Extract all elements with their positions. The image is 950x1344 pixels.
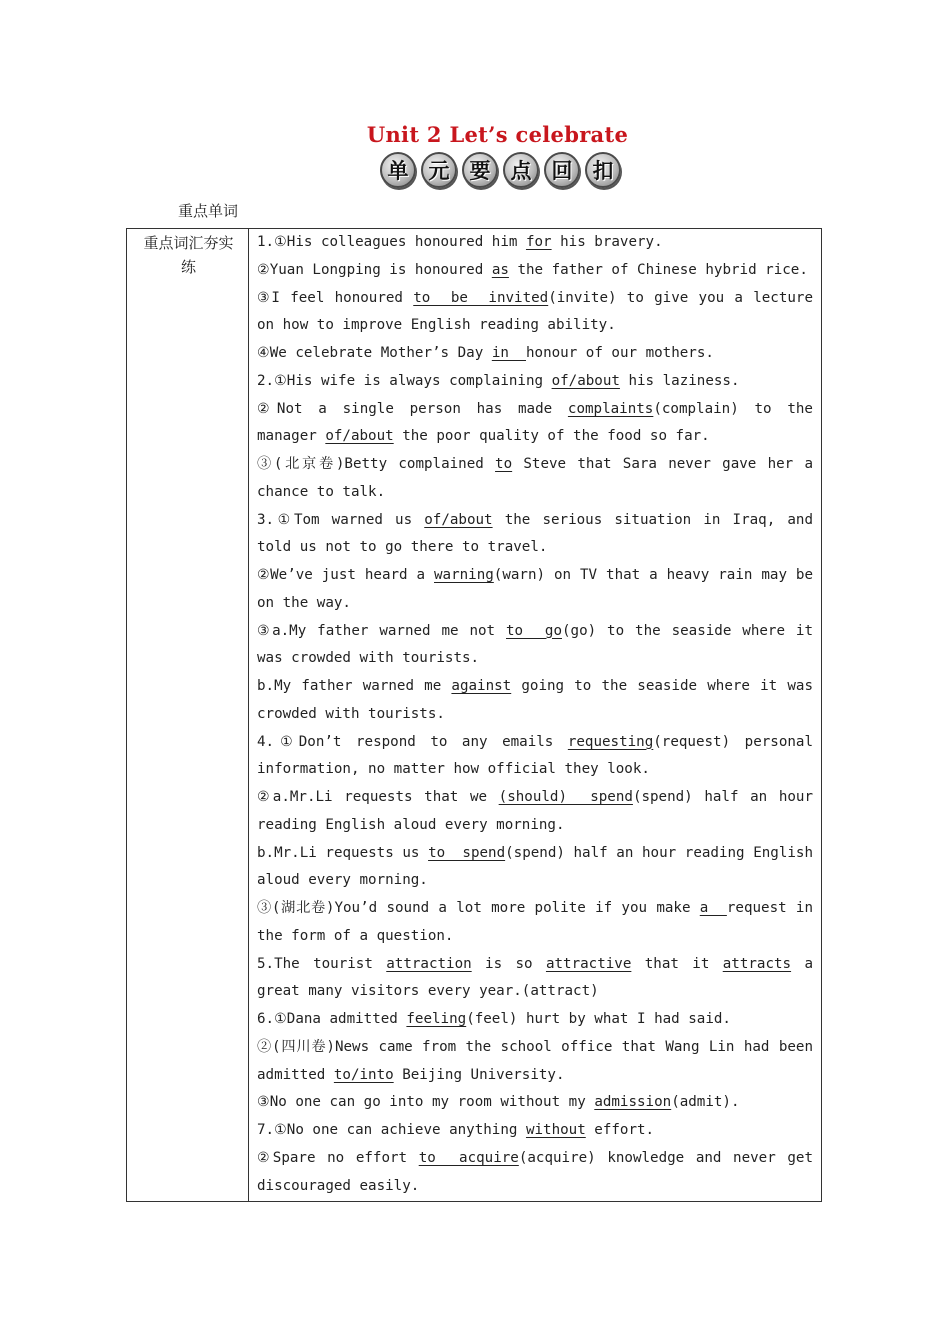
answer-blank: to acquire bbox=[418, 1149, 519, 1166]
exercise-text: Beijing University. bbox=[393, 1066, 565, 1083]
exercise-text: (go) to the seaside where it was crowded with tourists. bbox=[257, 622, 813, 667]
exercise-text: his bravery. bbox=[551, 234, 663, 250]
answer-blank: to spend bbox=[428, 844, 506, 861]
exercise-item bbox=[257, 340, 813, 368]
exercise-text: (acquire) knowledge and never get discouraged easily. bbox=[257, 1149, 814, 1194]
answer-blank: to be invited bbox=[413, 289, 549, 306]
banner-char: 回 bbox=[544, 152, 580, 188]
answer-blank: warning bbox=[434, 567, 494, 583]
exercise-item bbox=[257, 1006, 813, 1034]
category-cell: 重点词汇夯实练 bbox=[127, 229, 249, 1201]
exercise-text: (feel) hurt by what I had said. bbox=[466, 1011, 731, 1027]
exercise-text: ③a.My father warned me not bbox=[257, 622, 506, 639]
exercise-text: ②Spare no effort bbox=[257, 1149, 419, 1166]
banner-char: 要 bbox=[462, 152, 498, 188]
exercise-item bbox=[257, 1117, 813, 1145]
exercise-list bbox=[257, 229, 813, 1200]
exercise-item bbox=[257, 368, 813, 396]
answer-blank: attractive bbox=[545, 955, 632, 972]
exercise-text: 4.①Don’t respond to any emails bbox=[257, 733, 568, 750]
answer-blank: to/into bbox=[333, 1066, 394, 1083]
answer-blank: as bbox=[491, 261, 509, 278]
answer-blank: to bbox=[495, 456, 513, 472]
exercise-text: going to the seaside where it was crowded with tourists. bbox=[257, 678, 813, 722]
exercise-text: (request) personal information, no matter how official they look. bbox=[257, 733, 813, 778]
exercise-text: ③I feel honoured bbox=[257, 289, 414, 306]
exercise-text: ③No one can go into my room without my bbox=[257, 1094, 595, 1111]
exercise-text: ②Yuan Longping is honoured bbox=[257, 261, 492, 278]
exercise-item bbox=[257, 1089, 813, 1117]
exercise-item bbox=[257, 451, 813, 507]
exercise-table bbox=[126, 228, 822, 1202]
banner-char: 点 bbox=[503, 152, 539, 188]
answer-blank: feeling bbox=[406, 1011, 467, 1027]
section-label: 重点单词 bbox=[178, 202, 239, 220]
exercise-text: the poor quality of the food so far. bbox=[393, 428, 710, 445]
exercise-text: (admit). bbox=[671, 1094, 740, 1111]
exercise-text: a great many visitors every year.(attract) bbox=[257, 955, 813, 1000]
answer-blank: against bbox=[451, 678, 512, 694]
answer-blank: of/about bbox=[325, 428, 394, 445]
exercise-item bbox=[257, 729, 813, 785]
exercise-text: 1.①His colleagues honoured him bbox=[257, 234, 526, 250]
exercise-text: 3.①Tom warned us bbox=[257, 511, 425, 528]
exercise-text: that it bbox=[631, 955, 723, 972]
exercise-item bbox=[257, 673, 813, 729]
banner-char: 扣 bbox=[585, 152, 621, 188]
exercise-item bbox=[257, 840, 813, 896]
exercise-text: ④We celebrate Mother’s Day bbox=[257, 345, 492, 361]
answer-blank: requesting bbox=[567, 733, 654, 750]
exercise-item bbox=[257, 1145, 813, 1201]
answer-blank: for bbox=[525, 234, 552, 250]
exercise-item bbox=[257, 784, 813, 840]
answer-blank: in bbox=[491, 345, 526, 361]
answer-blank: admission bbox=[594, 1094, 672, 1111]
exercise-item bbox=[257, 562, 813, 618]
answer-blank: (should) spend bbox=[498, 789, 633, 805]
answer-blank: complaints bbox=[567, 400, 654, 417]
exercise-item bbox=[257, 1034, 813, 1090]
banner-char: 单 bbox=[380, 152, 416, 188]
answer-blank: to go bbox=[506, 622, 562, 639]
exercise-text: ②We’ve just heard a bbox=[257, 567, 434, 583]
exercise-text: (spend) half an hour reading English aloud every morning. bbox=[257, 844, 813, 889]
exercise-text: ②Not a single person has made bbox=[257, 400, 568, 417]
exercise-text: ③(湖北卷)You’d sound a lot more polite if you make bbox=[257, 900, 700, 916]
exercise-text: (complain) to the manager bbox=[257, 400, 813, 445]
exercise-item bbox=[257, 951, 813, 1007]
exercise-text: is so bbox=[471, 955, 546, 972]
exercise-text: (warn) on TV that a heavy rain may be on the way. bbox=[257, 567, 813, 611]
answer-blank: of/about bbox=[551, 372, 620, 389]
exercise-text: 7.①No one can achieve anything bbox=[257, 1122, 526, 1138]
exercise-text: the father of Chinese hybrid rice. bbox=[508, 261, 808, 278]
exercise-text: 6.①Dana admitted bbox=[257, 1011, 407, 1027]
exercise-text: (invite) to give you a lecture on how to improve English reading ability. bbox=[257, 289, 814, 334]
banner-char: 元 bbox=[421, 152, 457, 188]
exercise-text: 2.①His wife is always complaining bbox=[257, 372, 552, 389]
page-title: Unit 2 Let’s celebrate bbox=[366, 122, 629, 147]
exercise-text: b.Mr.Li requests us bbox=[257, 844, 429, 861]
exercise-text: b.My father warned me bbox=[257, 678, 452, 694]
exercise-item bbox=[257, 257, 813, 285]
exercise-text: ②a.Mr.Li requests that we bbox=[257, 789, 499, 805]
exercise-text: effort. bbox=[585, 1122, 655, 1138]
answer-blank: without bbox=[525, 1122, 586, 1138]
exercise-text: request in the form of a question. bbox=[257, 900, 814, 944]
exercise-item bbox=[257, 396, 813, 452]
exercise-item bbox=[257, 507, 813, 563]
exercise-text: ②(四川卷)News came from the school office that Wang Lin had been admitted bbox=[257, 1038, 813, 1083]
exercise-item bbox=[257, 229, 813, 257]
exercise-item bbox=[257, 895, 813, 951]
section-banner bbox=[380, 152, 626, 196]
exercise-item bbox=[257, 618, 813, 674]
answer-blank: a bbox=[699, 900, 727, 916]
exercise-text: honour of our mothers. bbox=[525, 345, 714, 361]
exercise-text: Steve that Sara never gave her a chance to talk. bbox=[257, 456, 814, 500]
exercise-item bbox=[257, 285, 813, 341]
exercise-text: the serious situation in Iraq, and told us not to go there to travel. bbox=[257, 511, 813, 556]
exercise-text: (spend) half an hour reading English aloud every morning. bbox=[257, 789, 813, 833]
exercise-text: ③(北京卷)Betty complained bbox=[257, 456, 496, 472]
exercise-text: his laziness. bbox=[619, 372, 740, 389]
answer-blank: of/about bbox=[424, 511, 493, 528]
answer-blank: attraction bbox=[386, 955, 472, 972]
exercise-text: 5.The tourist bbox=[257, 955, 387, 972]
answer-blank: attracts bbox=[722, 955, 792, 972]
